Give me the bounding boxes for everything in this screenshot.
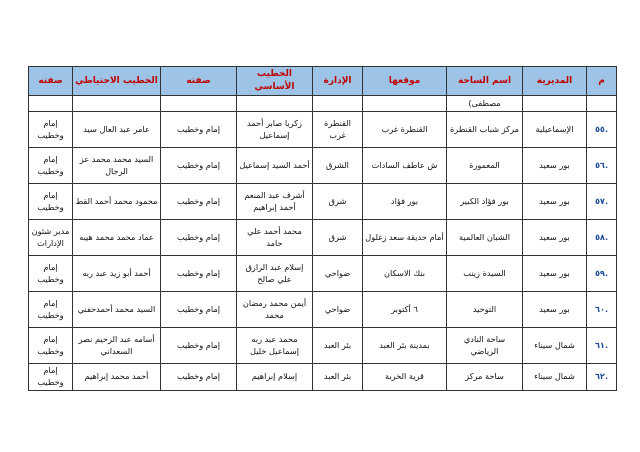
cell-square: بور فؤاد الكبير xyxy=(447,184,523,220)
cell-backup-role: مدير شئون الإدارات xyxy=(29,220,73,256)
table-row xyxy=(29,184,617,220)
cell-backup-role: إمام وخطيب xyxy=(29,292,73,328)
cell-main-preacher xyxy=(237,96,313,112)
cell-num: .٥٨ xyxy=(587,220,617,256)
cell-directorate: بور سعيد xyxy=(523,148,587,184)
cell-main-preacher: زكريا صابر أحمد إسماعيل xyxy=(237,112,313,148)
cell-admin: ضواحي xyxy=(313,292,363,328)
cell-directorate: بور سعيد xyxy=(523,220,587,256)
cell-main-role: إمام وخطيب xyxy=(161,328,237,364)
cell-square: التوحيد xyxy=(447,292,523,328)
cell-location: بنك الاسكان xyxy=(363,256,447,292)
header-backup-role: صفته xyxy=(29,67,73,96)
header-row xyxy=(29,67,617,96)
table-row xyxy=(29,292,617,328)
cell-admin: الشرق xyxy=(313,148,363,184)
table-row xyxy=(29,328,617,364)
cell-num: .٦٠ xyxy=(587,292,617,328)
cell-num: .٥٦ xyxy=(587,148,617,184)
cell-backup-role: إمام وخطيب xyxy=(29,364,73,391)
cell-square: مصطفى) xyxy=(447,96,523,112)
cell-main-preacher: إسلام إبراهيم xyxy=(237,364,313,391)
table-row xyxy=(29,112,617,148)
cell-num: .٦٢ xyxy=(587,364,617,391)
cell-main-preacher: محمد عبد ربه إسماعيل خليل xyxy=(237,328,313,364)
cell-backup-role: إمام وخطيب xyxy=(29,112,73,148)
cell-square: السيدة زينب xyxy=(447,256,523,292)
cell-main-preacher: أيمن محمد رمضان محمد xyxy=(237,292,313,328)
preachers-table xyxy=(28,66,617,391)
table-row xyxy=(29,148,617,184)
cell-num: .٥٧ xyxy=(587,184,617,220)
cell-square: المعمورة xyxy=(447,148,523,184)
cell-num: .٦١ xyxy=(587,328,617,364)
cell-directorate: شمال سيناء xyxy=(523,328,587,364)
cell-square: ساحة مركز xyxy=(447,364,523,391)
cell-location: ش عاطف السادات xyxy=(363,148,447,184)
cell-backup-preacher: عماد محمد محمد هيبه xyxy=(73,220,161,256)
header-main-role: صفته xyxy=(161,67,237,96)
cell-backup-preacher: محمود محمد أحمد القط xyxy=(73,184,161,220)
cell-main-role: إمام وخطيب xyxy=(161,148,237,184)
header-directorate: المديرية xyxy=(523,67,587,96)
cell-main-role: إمام وخطيب xyxy=(161,112,237,148)
cell-main-role: إمام وخطيب xyxy=(161,256,237,292)
cell-admin: ضواحي xyxy=(313,256,363,292)
cell-backup-role: إمام وخطيب xyxy=(29,148,73,184)
cell-main-preacher: محمد أحمد علي حامد xyxy=(237,220,313,256)
cell-backup-role: إمام وخطيب xyxy=(29,184,73,220)
cell-backup-preacher: أسامه عبد الرحيم نصر السعداني xyxy=(73,328,161,364)
table-row xyxy=(29,96,617,112)
header-square: اسم الساحة xyxy=(447,67,523,96)
header-main-preacher: الخطيب الأساسي xyxy=(237,67,313,96)
cell-directorate xyxy=(523,96,587,112)
table-row xyxy=(29,220,617,256)
header-admin: الإدارة xyxy=(313,67,363,96)
header-num: م xyxy=(587,67,617,96)
cell-backup-role: إمام وخطيب xyxy=(29,328,73,364)
cell-main-preacher: إسلام عبد الرازق علي صالح xyxy=(237,256,313,292)
cell-backup-preacher: السيد محمد أحمدحفني xyxy=(73,292,161,328)
cell-admin: بئر العبد xyxy=(313,364,363,391)
table-row xyxy=(29,364,617,391)
cell-main-preacher: أشرف عبد المنعم أحمد إبراهيم xyxy=(237,184,313,220)
cell-backup-preacher: عامر عبد العال سيد xyxy=(73,112,161,148)
cell-directorate: شمال سيناء xyxy=(523,364,587,391)
cell-admin: القنطرة غرب xyxy=(313,112,363,148)
cell-location: القنطرة غرب xyxy=(363,112,447,148)
cell-location: ٦ أكتوبر xyxy=(363,292,447,328)
header-location: موقعها xyxy=(363,67,447,96)
cell-backup-preacher: أحمد محمد إبراهيم xyxy=(73,364,161,391)
header-backup-preacher: الخطيب الاحتياطي xyxy=(73,67,161,96)
cell-backup-role xyxy=(29,96,73,112)
cell-num: .٥٩ xyxy=(587,256,617,292)
cell-main-role: إمام وخطيب xyxy=(161,292,237,328)
cell-backup-preacher: أحمد أبو زيد عبد ربه xyxy=(73,256,161,292)
cell-admin: بئر العبد xyxy=(313,328,363,364)
cell-admin xyxy=(313,96,363,112)
cell-location: أمام حديقة سعد زغلول xyxy=(363,220,447,256)
cell-backup-preacher: السيد محمد محمد عز الرجال xyxy=(73,148,161,184)
cell-main-role: إمام وخطيب xyxy=(161,184,237,220)
cell-directorate: بور سعيد xyxy=(523,184,587,220)
cell-backup-role: إمام وخطيب xyxy=(29,256,73,292)
cell-square: ساحة النادي الرياضي xyxy=(447,328,523,364)
cell-num: .٥٥ xyxy=(587,112,617,148)
cell-num xyxy=(587,96,617,112)
cell-location xyxy=(363,96,447,112)
cell-main-preacher: أحمد السيد إسماعيل xyxy=(237,148,313,184)
cell-location: بمدينة بئر العبد xyxy=(363,328,447,364)
cell-location: قرية الخربة xyxy=(363,364,447,391)
cell-main-role: إمام وخطيب xyxy=(161,220,237,256)
table-row xyxy=(29,256,617,292)
cell-location: بور فؤاد xyxy=(363,184,447,220)
cell-backup-preacher xyxy=(73,96,161,112)
cell-admin: شرق xyxy=(313,220,363,256)
cell-directorate: بور سعيد xyxy=(523,292,587,328)
cell-main-role: إمام وخطيب xyxy=(161,364,237,391)
cell-directorate: الإسماعيلية xyxy=(523,112,587,148)
cell-square: الشبان العالمية xyxy=(447,220,523,256)
cell-admin: شرق xyxy=(313,184,363,220)
cell-directorate: بور سعيد xyxy=(523,256,587,292)
cell-square: مركز شباب القنطرة xyxy=(447,112,523,148)
cell-main-role xyxy=(161,96,237,112)
